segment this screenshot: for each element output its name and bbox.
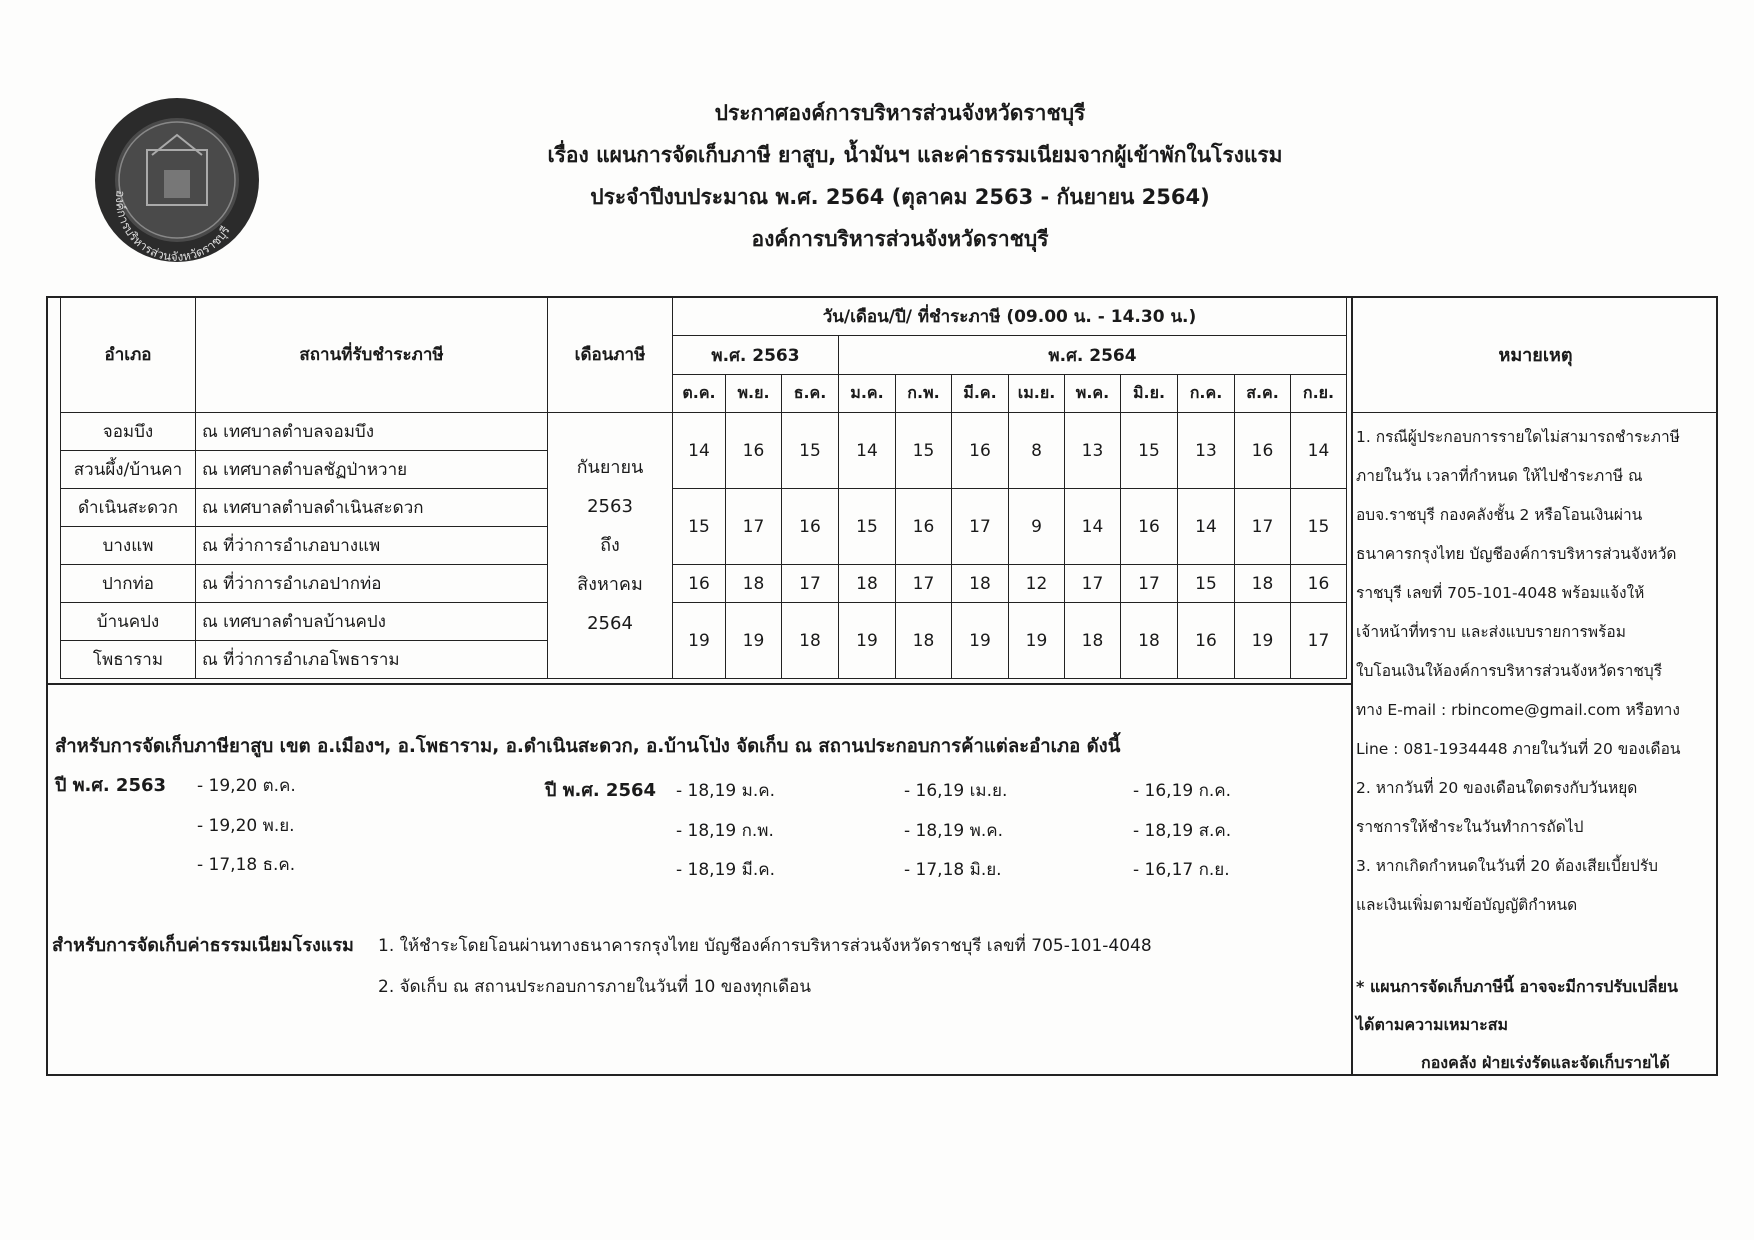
date-cell: 14	[1065, 489, 1121, 565]
date-cell: 12	[1009, 565, 1065, 603]
district-cell: ดำเนินสะดวก	[61, 489, 196, 527]
date-cell: 14	[1178, 489, 1235, 565]
taxmonth-line: 2564	[587, 613, 633, 634]
tobacco-date: - 18,19 ส.ค.	[1133, 821, 1232, 841]
table-row	[61, 565, 1347, 603]
tobacco-date: - 17,18 มิ.ย.	[904, 860, 1002, 880]
remark-line: ราชการให้ชำระในวันทำการถัดไป	[1356, 818, 1584, 836]
remark-line: Line : 081-1934448 ภายในวันที่ 20 ของเดือน	[1356, 740, 1681, 758]
month-header: ธ.ค.	[782, 375, 839, 413]
tobacco-date: - 17,18 ธ.ค.	[197, 855, 296, 875]
month-header: พ.ค.	[1065, 375, 1121, 413]
tobacco-date: - 18,19 พ.ค.	[904, 821, 1003, 841]
remarks-divider	[1351, 296, 1353, 1076]
remark-line: 2. หากวันที่ 20 ของเดือนใดตรงกับวันหยุด	[1356, 779, 1638, 797]
remark-line: ทาง E-mail : rbincome@gmail.com หรือทาง	[1356, 701, 1680, 719]
date-cell: 14	[673, 413, 726, 489]
remarks-note	[1356, 968, 1716, 1082]
year-2564-header: พ.ศ. 2564	[839, 336, 1347, 375]
header-line-4: องค์การบริหารส่วนจังหวัดราชบุรี	[751, 227, 1049, 251]
date-cell: 17	[782, 565, 839, 603]
date-cell: 18	[782, 603, 839, 679]
place-cell: ณ ที่ว่าการอำเภอปากท่อ	[196, 565, 548, 603]
hotel-item-2: 2. จัดเก็บ ณ สถานประกอบการภายในวันที่ 10 ของทุกเดือน	[378, 977, 812, 997]
col-place-header: สถานที่รับชำระภาษี	[196, 297, 548, 413]
tobacco-year-2564: ปี พ.ศ. 2564	[545, 780, 657, 801]
month-header: พ.ย.	[726, 375, 782, 413]
date-cell: 8	[1009, 413, 1065, 489]
date-cell: 16	[1235, 413, 1291, 489]
remark-line: 1. กรณีผู้ประกอบการรายใดไม่สามารถชำระภาษี	[1356, 428, 1680, 446]
date-cell: 16	[1178, 603, 1235, 679]
district-cell: โพธาราม	[61, 641, 196, 679]
district-cell: บางแพ	[61, 527, 196, 565]
date-cell: 14	[839, 413, 896, 489]
date-cell: 15	[896, 413, 952, 489]
tobacco-date: - 16,19 เม.ย.	[904, 781, 1008, 801]
date-cell: 15	[1291, 489, 1347, 565]
date-cell: 18	[896, 603, 952, 679]
month-header: ก.ย.	[1291, 375, 1347, 413]
date-cell: 16	[782, 489, 839, 565]
note-line-1: * แผนการจัดเก็บภาษีนี้ อาจจะมีการปรับเปลี่ยน	[1356, 977, 1678, 996]
date-cell: 18	[1235, 565, 1291, 603]
place-cell: ณ เทศบาลตำบลชัฏป่าหวาย	[196, 451, 548, 489]
date-cell: 15	[1178, 565, 1235, 603]
schedule-table	[60, 296, 1347, 679]
taxmonth-line: ถึง	[600, 535, 620, 556]
month-header: มี.ค.	[952, 375, 1009, 413]
tobacco-date: - 16,17 ก.ย.	[1133, 860, 1230, 880]
tobacco-year-2563: ปี พ.ศ. 2563	[55, 775, 167, 796]
col-dates-header: วัน/เดือน/ปี/ ที่ชำระภาษี (09.00 น. - 14.30 น.)	[673, 297, 1347, 336]
date-cell: 19	[673, 603, 726, 679]
month-header: ม.ค.	[839, 375, 896, 413]
date-cell: 18	[1121, 603, 1178, 679]
taxmonth-line: สิงหาคม	[577, 574, 643, 595]
header-line-3: ประจำปีงบประมาณ พ.ศ. 2564 (ตุลาคม 2563 - กันยายน 2564)	[590, 185, 1210, 209]
date-cell: 16	[896, 489, 952, 565]
date-cell: 18	[839, 565, 896, 603]
district-cell: สวนผึ้ง/บ้านคา	[61, 451, 196, 489]
remarks-heading: หมายเหตุ	[1353, 296, 1718, 413]
place-cell: ณ เทศบาลตำบลบ้านคปง	[196, 603, 548, 641]
month-header: เม.ย.	[1009, 375, 1065, 413]
date-cell: 17	[1291, 603, 1347, 679]
remark-line: ภายในวัน เวลาที่กำหนด ให้ไปชำระภาษี ณ	[1356, 467, 1643, 485]
date-cell: 13	[1065, 413, 1121, 489]
month-header: ต.ค.	[673, 375, 726, 413]
date-cell: 16	[673, 565, 726, 603]
year-2563-header: พ.ศ. 2563	[673, 336, 839, 375]
date-cell: 19	[952, 603, 1009, 679]
tobacco-date: - 16,19 ก.ค.	[1133, 781, 1232, 801]
remark-line: ใบโอนเงินให้องค์การบริหารส่วนจังหวัดราชบุรี	[1356, 662, 1663, 680]
table-row	[61, 413, 1347, 451]
date-cell: 16	[952, 413, 1009, 489]
remark-line: และเงินเพิ่มตามข้อบัญญัติกำหนด	[1356, 896, 1578, 914]
date-cell: 15	[673, 489, 726, 565]
month-header: มิ.ย.	[1121, 375, 1178, 413]
col-taxmonth-header: เดือนภาษี	[548, 297, 673, 413]
header-line-1: ประกาศองค์การบริหารส่วนจังหวัดราชบุรี	[714, 101, 1086, 125]
district-cell: จอมบึง	[61, 413, 196, 451]
month-header: ส.ค.	[1235, 375, 1291, 413]
date-cell: 17	[1235, 489, 1291, 565]
place-cell: ณ เทศบาลตำบลจอมบึง	[196, 413, 548, 451]
date-cell: 19	[839, 603, 896, 679]
col-district-header: อำเภอ	[61, 297, 196, 413]
remark-line: อบจ.ราชบุรี กองคลังชั้น 2 หรือโอนเงินผ่าน	[1356, 506, 1643, 524]
tobacco-date: - 19,20 ต.ค.	[197, 776, 296, 796]
date-cell: 18	[1065, 603, 1121, 679]
remark-line: ธนาคารกรุงไทย บัญชีองค์การบริหารส่วนจังหวัด	[1356, 545, 1677, 563]
taxmonth-cell	[548, 413, 673, 679]
date-cell: 14	[1291, 413, 1347, 489]
date-cell: 15	[1121, 413, 1178, 489]
document-header	[400, 92, 1400, 260]
date-cell: 19	[1235, 603, 1291, 679]
note-line-2: ได้ตามความเหมาะสม	[1356, 1015, 1509, 1034]
date-cell: 9	[1009, 489, 1065, 565]
hotel-item-1: 1. ให้ชำระโดยโอนผ่านทางธนาคารกรุงไทย บัญชีองค์การบริหารส่วนจังหวัดราชบุรี เลขที่ 705-101-4048	[378, 936, 1152, 956]
note-signature: กองคลัง ฝ่ายเร่งรัดและจัดเก็บรายได้	[1421, 1053, 1670, 1072]
date-cell: 15	[782, 413, 839, 489]
remark-line: ราชบุรี เลขที่ 705-101-4048 พร้อมแจ้งให้	[1356, 584, 1645, 602]
table-row	[61, 603, 1347, 641]
month-header: ก.พ.	[896, 375, 952, 413]
date-cell: 17	[726, 489, 782, 565]
district-cell: บ้านคปง	[61, 603, 196, 641]
taxmonth-line: 2563	[587, 496, 633, 517]
tobacco-heading: สำหรับการจัดเก็บภาษียาสูบ เขต อ.เมืองฯ, อ.โพธาราม, อ.ดำเนินสะดวก, อ.บ้านโป่ง จัดเก็บ ณ สถานประกอบการค้าแต่ละอำเภอ ดังนี้	[55, 736, 1121, 757]
date-cell: 17	[1121, 565, 1178, 603]
place-cell: ณ เทศบาลตำบลดำเนินสะดวก	[196, 489, 548, 527]
table-bottom-line	[46, 683, 1353, 685]
tobacco-date: - 19,20 พ.ย.	[197, 816, 295, 836]
date-cell: 17	[1065, 565, 1121, 603]
taxmonth-line: กันยายน	[576, 457, 644, 478]
date-cell: 16	[1291, 565, 1347, 603]
seal-text: องค์การบริหารส่วนจังหวัดราชบุรี	[113, 189, 233, 264]
hotel-heading: สำหรับการจัดเก็บค่าธรรมเนียมโรงแรม	[52, 935, 354, 956]
table-row	[61, 489, 1347, 527]
date-cell: 17	[952, 489, 1009, 565]
remark-line: 3. หากเกิดกำหนดในวันที่ 20 ต้องเสียเบี้ยปรับ	[1356, 857, 1659, 875]
place-cell: ณ ที่ว่าการอำเภอบางแพ	[196, 527, 548, 565]
date-cell: 19	[726, 603, 782, 679]
date-cell: 16	[726, 413, 782, 489]
date-cell: 13	[1178, 413, 1235, 489]
date-cell: 17	[896, 565, 952, 603]
date-cell: 19	[1009, 603, 1065, 679]
tobacco-date: - 18,19 มี.ค.	[676, 860, 775, 880]
date-cell: 18	[952, 565, 1009, 603]
tobacco-date: - 18,19 ก.พ.	[676, 821, 774, 841]
tobacco-date: - 18,19 ม.ค.	[676, 781, 775, 801]
remark-line: เจ้าหน้าที่ทราบ และส่งแบบรายการพร้อม	[1356, 623, 1626, 641]
place-cell: ณ ที่ว่าการอำเภอโพธาราม	[196, 641, 548, 679]
date-cell: 15	[839, 489, 896, 565]
date-cell: 18	[726, 565, 782, 603]
district-cell: ปากท่อ	[61, 565, 196, 603]
date-cell: 16	[1121, 489, 1178, 565]
header-line-2: เรื่อง แผนการจัดเก็บภาษี ยาสูบ, น้ำมันฯ และค่าธรรมเนียมจากผู้เข้าพักในโรงแรม	[547, 143, 1283, 167]
month-header: ก.ค.	[1178, 375, 1235, 413]
seal-logo	[92, 95, 262, 265]
remarks-list	[1356, 418, 1716, 925]
